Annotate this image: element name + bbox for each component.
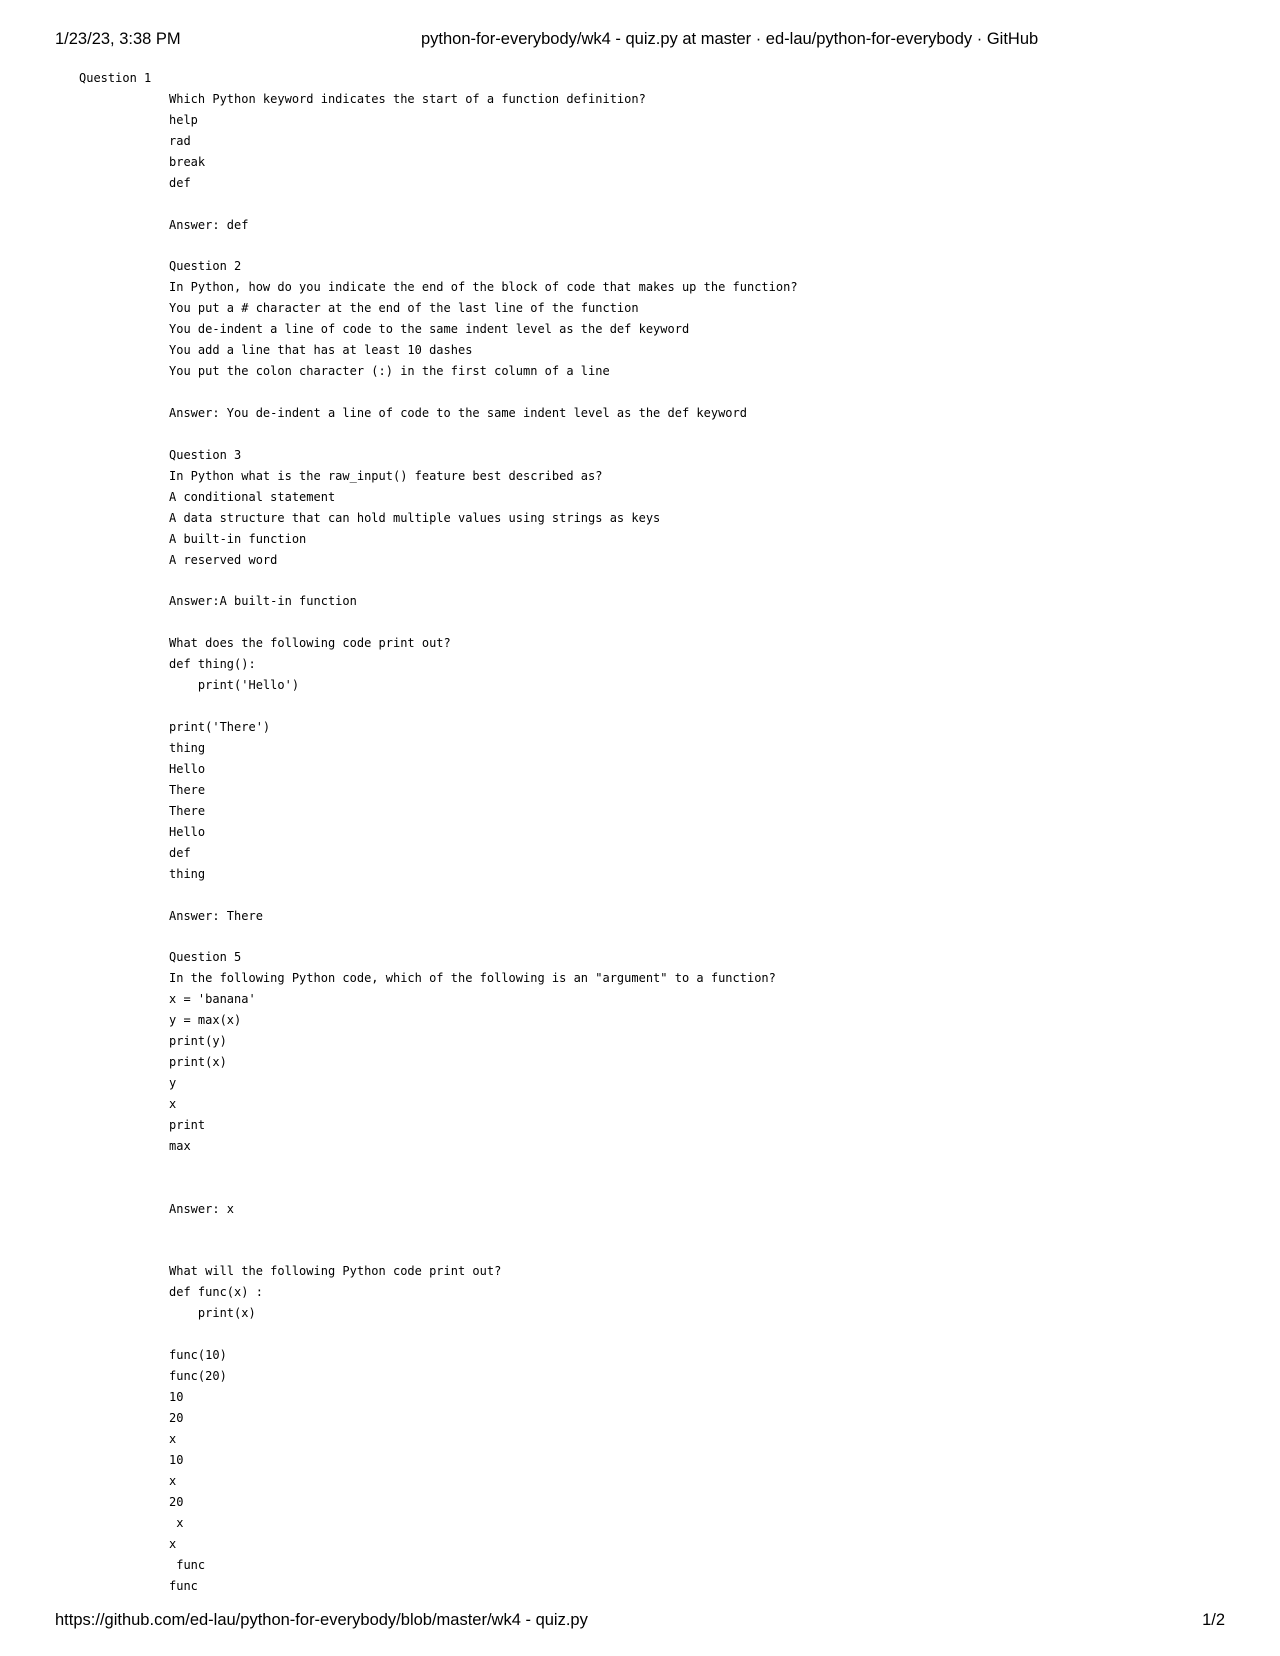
- code-line: In Python, how do you indicate the end of the block of code that makes up the function?: [169, 280, 798, 295]
- code-line: print: [169, 1117, 206, 1132]
- code-line: [0, 1157, 1280, 1178]
- code-line: A conditional statement: [169, 489, 336, 504]
- page-number: 1/2: [1202, 1611, 1225, 1629]
- code-line: x: [169, 1096, 177, 1111]
- code-line: y: [169, 1076, 177, 1090]
- code-line: There: [169, 782, 206, 797]
- print-datetime: 1/23/23, 3:38 PM: [55, 30, 181, 48]
- code-line: x: [169, 1515, 184, 1530]
- code-line: [0, 1178, 1280, 1199]
- code-line: A data structure that can hold multiple values using strings as keys: [169, 510, 661, 525]
- code-line: thing: [169, 741, 206, 755]
- code-line: [0, 382, 1280, 403]
- code-line: Hello: [169, 824, 206, 839]
- code-line: def func(x) :: [169, 1285, 263, 1300]
- code-line: x: [169, 1536, 177, 1551]
- code-line: [0, 1220, 1280, 1241]
- code-line: x: [169, 1473, 177, 1488]
- code-line: Question 5: [169, 950, 242, 965]
- code-line: [0, 1324, 1280, 1345]
- code-line: A reserved word: [169, 552, 278, 567]
- code-line: 20: [169, 1494, 184, 1509]
- code-line: Hello: [169, 761, 206, 776]
- code-line: [0, 424, 1280, 445]
- code-line: [0, 612, 1280, 633]
- code-line: print('There'): [169, 720, 271, 735]
- code-line: [0, 236, 1280, 257]
- code-line: There: [169, 803, 206, 818]
- print-footer: [55, 1611, 1225, 1635]
- code-line: Answer: x: [169, 1201, 235, 1216]
- code-line: def: [169, 845, 191, 860]
- code-line: 10: [169, 1390, 184, 1405]
- code-line: Answer: You de-indent a line of code to the same indent level as the def keyword: [169, 406, 747, 420]
- print-header: [55, 30, 1225, 54]
- code-line: You put the colon character (:) in the first column of a line: [169, 364, 610, 379]
- code-line: print(y): [169, 1034, 227, 1049]
- code-line: x: [169, 1431, 177, 1446]
- code-line: What will the following Python code print out?: [169, 1264, 502, 1279]
- code-line: x = 'banana': [169, 992, 256, 1007]
- code-line: break: [169, 154, 206, 169]
- code-line: rad: [169, 133, 191, 148]
- code-line: 10: [169, 1452, 184, 1467]
- code-line: func: [169, 1578, 198, 1593]
- code-line: 20: [169, 1411, 184, 1425]
- code-line: max: [169, 1138, 191, 1153]
- code-line: def thing():: [169, 657, 256, 672]
- code-line: You add a line that has at least 10 dashes: [169, 343, 473, 358]
- code-line: print(x): [169, 1055, 227, 1070]
- code-line: Answer: def: [169, 217, 249, 232]
- file-content: [0, 68, 1280, 1596]
- code-line: thing: [169, 866, 206, 881]
- code-line: In the following Python code, which of the following is an "argument" to a function?: [169, 971, 776, 986]
- code-line: [0, 571, 1280, 592]
- code-line: Answer: There: [169, 908, 263, 923]
- code-line: Question 1: [79, 71, 152, 85]
- code-line: print('Hello'): [169, 678, 300, 693]
- code-line: print(x): [169, 1306, 256, 1321]
- code-line: def: [169, 175, 191, 190]
- code-line: [0, 696, 1280, 717]
- code-line: [0, 1241, 1280, 1262]
- code-line: y = max(x): [169, 1013, 242, 1028]
- code-line: func: [169, 1557, 206, 1572]
- code-line: [0, 926, 1280, 947]
- code-line: Question 2: [169, 259, 242, 274]
- print-page-title: python-for-everybody/wk4 - quiz.py at master · ed-lau/python-for-everybody · GitHub: [421, 30, 1039, 48]
- code-line: A built-in function: [169, 531, 307, 546]
- code-line: help: [169, 112, 198, 127]
- code-line: You de-indent a line of code to the same indent level as the def keyword: [169, 322, 690, 337]
- code-line: Which Python keyword indicates the start of a function definition?: [169, 91, 646, 106]
- code-line: Answer:A built-in function: [169, 594, 357, 609]
- print-url[interactable]: https://github.com/ed-lau/python-for-everybody/blob/master/wk4 - quiz.py: [55, 1611, 588, 1629]
- code-line: What does the following code print out?: [169, 636, 451, 651]
- code-line: [0, 194, 1280, 215]
- code-line: You put a # character at the end of the last line of the function: [169, 301, 639, 316]
- code-line: Question 3: [169, 447, 242, 462]
- code-line: func(10): [169, 1348, 227, 1363]
- code-line: func(20): [169, 1369, 227, 1384]
- code-line: In Python what is the raw_input() feature best described as?: [169, 468, 603, 483]
- code-line: [0, 885, 1280, 906]
